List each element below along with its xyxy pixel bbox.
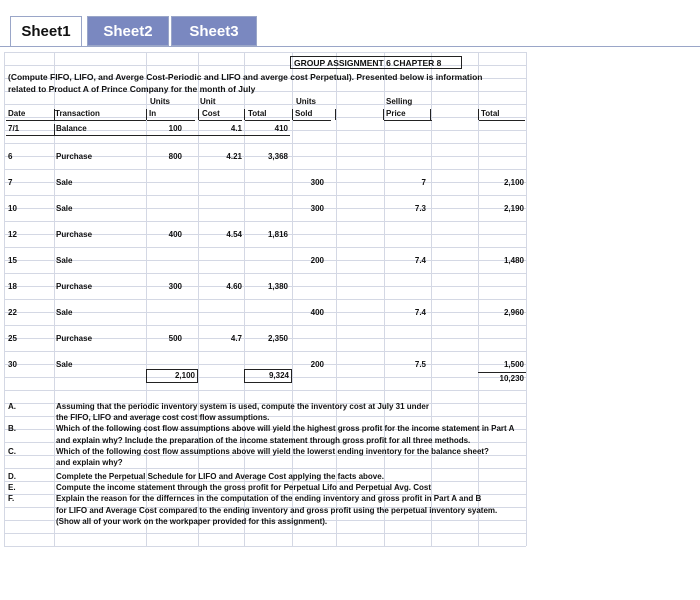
cell-sold: 400 <box>310 308 324 317</box>
cell-trans: Sale <box>56 256 73 265</box>
cell-in: 500 <box>168 334 182 343</box>
header-underline-sold <box>293 120 331 121</box>
cell-cost: 4.1 <box>230 124 242 133</box>
header-date: Date <box>8 109 26 118</box>
grid-row-line <box>4 273 526 274</box>
cell-date: 10 <box>8 204 17 213</box>
header-price: Price <box>386 109 406 118</box>
cell-date: 25 <box>8 334 17 343</box>
cell-sold: 200 <box>310 360 324 369</box>
question-text: Complete the Perpetual Schedule for LIFO and Average Cost applying the facts above. <box>56 472 384 481</box>
cell-sold: 300 <box>310 178 324 187</box>
cell-total: 2,350 <box>267 334 288 343</box>
cell-cost: 4.7 <box>230 334 242 343</box>
grid-col-line <box>384 52 385 546</box>
header-selling: Selling <box>386 97 413 106</box>
header-tick-9 <box>335 109 336 120</box>
question-label: D. <box>8 472 16 481</box>
cell-sold: 300 <box>310 204 324 213</box>
intro-line-1: (Compute FIFO, LIFO, and Averge Cost-Periodic and LIFO and averge cost Perpetual). Presented below is information <box>8 72 483 82</box>
cell-trans: Sale <box>56 204 73 213</box>
grid-row-line <box>4 195 526 196</box>
header-tick-8 <box>478 109 479 120</box>
header-tick-7 <box>430 109 431 120</box>
question-text: Which of the following cost flow assumptions above will yield the highest gross profit for the income statement in Part A <box>56 424 515 434</box>
question-text: (Show all of your work on the workpaper provided for this assignment). <box>56 516 328 526</box>
cell-in: 300 <box>168 282 182 291</box>
header-tick-5 <box>292 109 293 120</box>
cell-total2: 2,100 <box>503 178 524 187</box>
grid-row-line <box>4 546 526 547</box>
header-tick-4 <box>244 109 245 120</box>
tab-sheet3[interactable]: Sheet3 <box>171 16 257 46</box>
cell-date: 30 <box>8 360 17 369</box>
question-text: and explain why? <box>56 458 123 467</box>
total-in: 2,100 <box>174 371 195 380</box>
cell-in: 400 <box>168 230 182 239</box>
cell-total2: 1,500 <box>503 360 524 369</box>
cell-date: 7 <box>8 178 13 187</box>
header-units-2: Units <box>296 97 316 106</box>
header-underline-transaction <box>54 120 146 121</box>
cell-price: 7.4 <box>414 256 426 265</box>
grid-row-line <box>4 143 526 144</box>
header-underline-total <box>245 120 290 121</box>
question-label: F. <box>8 494 15 504</box>
header-tick-2 <box>146 109 147 120</box>
question-label: E. <box>8 483 16 493</box>
cell-price: 7 <box>421 178 426 187</box>
grid-col-line <box>4 52 5 546</box>
total-sales: 10,230 <box>499 374 524 383</box>
grid-row-line <box>4 52 526 53</box>
cell-total: 1,816 <box>267 230 288 239</box>
cell-date: 12 <box>8 230 17 239</box>
cell-trans: Purchase <box>56 334 93 343</box>
cell-cost: 4.54 <box>226 230 242 239</box>
grid-row-line <box>4 390 526 391</box>
question-text: for LIFO and Average Cost compared to the ending inventory and gross profit using the perpetual inventory syatem. <box>56 505 498 515</box>
header-cost: Cost <box>202 109 220 118</box>
cell-cost: 4.60 <box>226 282 242 291</box>
cell-trans: Sale <box>56 360 73 369</box>
header-tick-1 <box>54 109 55 120</box>
tab-sheet2[interactable]: Sheet2 <box>87 16 169 46</box>
cell-trans: Purchase <box>56 152 93 161</box>
header-tick-6 <box>383 109 384 120</box>
grid-col-line <box>431 52 432 546</box>
cell-date: 18 <box>8 282 17 291</box>
cell-total: 3,368 <box>267 152 288 161</box>
grid-row-line <box>4 221 526 222</box>
header-total: Total <box>248 109 267 118</box>
cell-date: 6 <box>8 152 13 161</box>
header-sold: Sold <box>295 109 313 118</box>
cell-in: 800 <box>168 152 182 161</box>
cell-trans: Sale <box>56 308 73 317</box>
question-text: Which of the following cost flow assumptions above will yield the lowerst ending inventory for the balance sheet? <box>56 446 489 456</box>
grid-row-line <box>4 169 526 170</box>
tab-sheet1[interactable]: Sheet1 <box>10 16 82 46</box>
tab-bar-divider <box>0 46 700 47</box>
cell-trans: Balance <box>56 124 87 133</box>
question-text: Compute the income statement through the gross profit for Perpetual Lifo and Perpetual Avg. Cost <box>56 483 431 493</box>
question-label: A. <box>8 402 16 411</box>
question-label: B. <box>8 424 16 434</box>
header-tick-3 <box>198 109 199 120</box>
grid-row-line <box>4 325 526 326</box>
cell-trans: Purchase <box>56 230 93 239</box>
cell-price: 7.3 <box>414 204 426 213</box>
grid-row-line <box>4 533 526 534</box>
cell-in: 100 <box>168 124 182 133</box>
cell-date: 22 <box>8 308 17 317</box>
grid-row-line <box>4 104 526 105</box>
cell-trans: Purchase <box>56 282 93 291</box>
total-cost: 9,324 <box>268 371 289 380</box>
question-text: the FIFO, LIFO and average cost cost flow assumptions. <box>56 413 270 423</box>
header-underline-date <box>6 120 54 121</box>
grid-col-line <box>478 52 479 546</box>
question-text: Explain the reason for the differnces in the computation of the ending inventory and gross profit in Part A and B <box>56 494 482 504</box>
header-units: Units <box>150 97 170 106</box>
balance-row-tick <box>54 124 55 135</box>
cell-trans: Sale <box>56 178 73 187</box>
grid-row-line <box>4 351 526 352</box>
header-underline-price <box>384 120 432 121</box>
header-in: In <box>149 109 157 118</box>
intro-line-2: related to Product A of Prince Company for the month of July <box>8 84 256 94</box>
cell-date: 15 <box>8 256 17 265</box>
balance-row-underline <box>6 135 290 136</box>
cell-date: 7/1 <box>8 124 20 133</box>
cell-total: 1,380 <box>267 282 288 291</box>
grid-row-line <box>4 468 526 469</box>
header-underline-cost <box>199 120 242 121</box>
grid-row-line <box>4 247 526 248</box>
cell-total2: 1,480 <box>503 256 524 265</box>
header-underline-in <box>147 120 195 121</box>
question-text: Assuming that the periodic inventory system is used, compute the inventory cost at July 31 under <box>56 402 429 411</box>
cell-price: 7.4 <box>414 308 426 317</box>
cell-cost: 4.21 <box>226 152 242 161</box>
cell-sold: 200 <box>310 256 324 265</box>
group-title: GROUP ASSIGNMENT 6 CHAPTER 8 <box>294 58 442 68</box>
header-underline-total-2 <box>479 120 525 121</box>
total-sales-underline <box>478 372 526 373</box>
cell-total2: 2,190 <box>503 204 524 213</box>
header-unit: Unit <box>200 97 216 106</box>
cell-total: 410 <box>274 124 288 133</box>
cell-price: 7.5 <box>414 360 426 369</box>
header-total-2: Total <box>481 109 500 118</box>
cell-total2: 2,960 <box>503 308 524 317</box>
header-transaction: Transaction <box>55 109 100 118</box>
grid-row-line <box>4 299 526 300</box>
grid-col-line <box>526 52 527 546</box>
question-text: and explain why? Include the preparation of the income statement through gross profit for all three methods. <box>56 435 471 445</box>
question-label: C. <box>8 446 16 456</box>
